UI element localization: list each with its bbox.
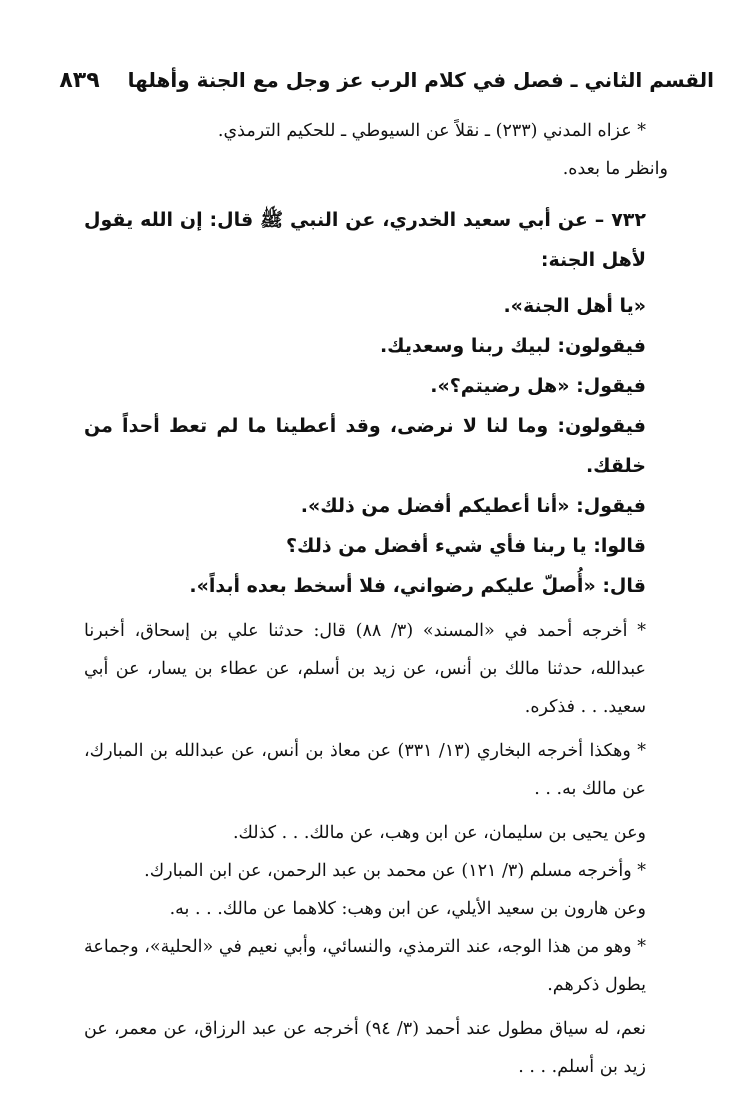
header-title: القسم الثاني ـ فصل في كلام الرب عز وجل مع الجنة وأهلها [127, 68, 714, 92]
takhrij-long-version: نعم، له سياق مطول عند أحمد (٣/ ٩٤) أخرجه عن عبد الرزاق، عن معمر، عن زيد بن أسلم. . . . [84, 1019, 646, 1077]
hadith-line: فيقول: «أنا أعطيكم أفضل من ذلك». [300, 495, 646, 517]
note-see-next: وانظر ما بعده. [562, 159, 668, 179]
hadith-line: قال: «أُصلّ عليكم رضواني، فلا أسخط بعده أبداً». [189, 575, 646, 597]
hadith-line: فيقولون: لبيك ربنا وسعديك. [379, 335, 646, 357]
takhrij-ahmad: * أخرجه أحمد في «المسند» (٣/ ٨٨) قال: حدثنا علي بن إسحاق، أخبرنا عبدالله، حدثنا مالك بن أنس، عن زيد بن أسلم، عن عطاء بن يسار، عن أبي سعيد. . . فذكره. [84, 621, 647, 717]
takhrij-yahya: وعن يحيى بن سليمان، عن ابن وهب، عن مالك. . . كذلك. [232, 823, 646, 843]
takhrij-harun: وعن هارون بن سعيد الأيلي، عن ابن وهب: كلاهما عن مالك. . . به. [169, 899, 646, 919]
page-number: ٨٣٩ [59, 67, 100, 93]
note-attribution: * عزاه المدني (٢٣٣) ـ نقلاً عن السيوطي ـ للحكيم الترمذي. [217, 121, 646, 141]
hadith-line: «يا أهل الجنة». [503, 295, 646, 317]
takhrij-bukhari: * وهكذا أخرجه البخاري (١٣/ ٣٣١) عن معاذ بن أنس، عن عبدالله بن المبارك، عن مالك به. . . [84, 741, 646, 799]
hadith-line: قالوا: يا ربنا فأي شيء أفضل من ذلك؟ [286, 535, 646, 557]
hadith-line: فيقول: «هل رضيتم؟». [430, 375, 646, 397]
hadith-intro: ٧٣٢ – عن أبي سعيد الخدري، عن النبي ﷺ قال: إن الله يقول لأهل الجنة: [84, 209, 646, 271]
running-header [59, 60, 714, 100]
hadith-line: فيقولون: وما لنا لا نرضى، وقد أعطينا ما لم تعط أحداً من خلقك. [84, 415, 646, 477]
takhrij-muslim: * وأخرجه مسلم (٣/ ١٢١) عن محمد بن عبد الرحمن، عن ابن المبارك. [144, 861, 646, 881]
takhrij-others: * وهو من هذا الوجه، عند الترمذي، والنسائي، وأبي نعيم في «الحلية»، وجماعة يطول ذكرهم. [84, 937, 646, 995]
spacer [84, 188, 668, 200]
page-body [84, 112, 668, 1086]
